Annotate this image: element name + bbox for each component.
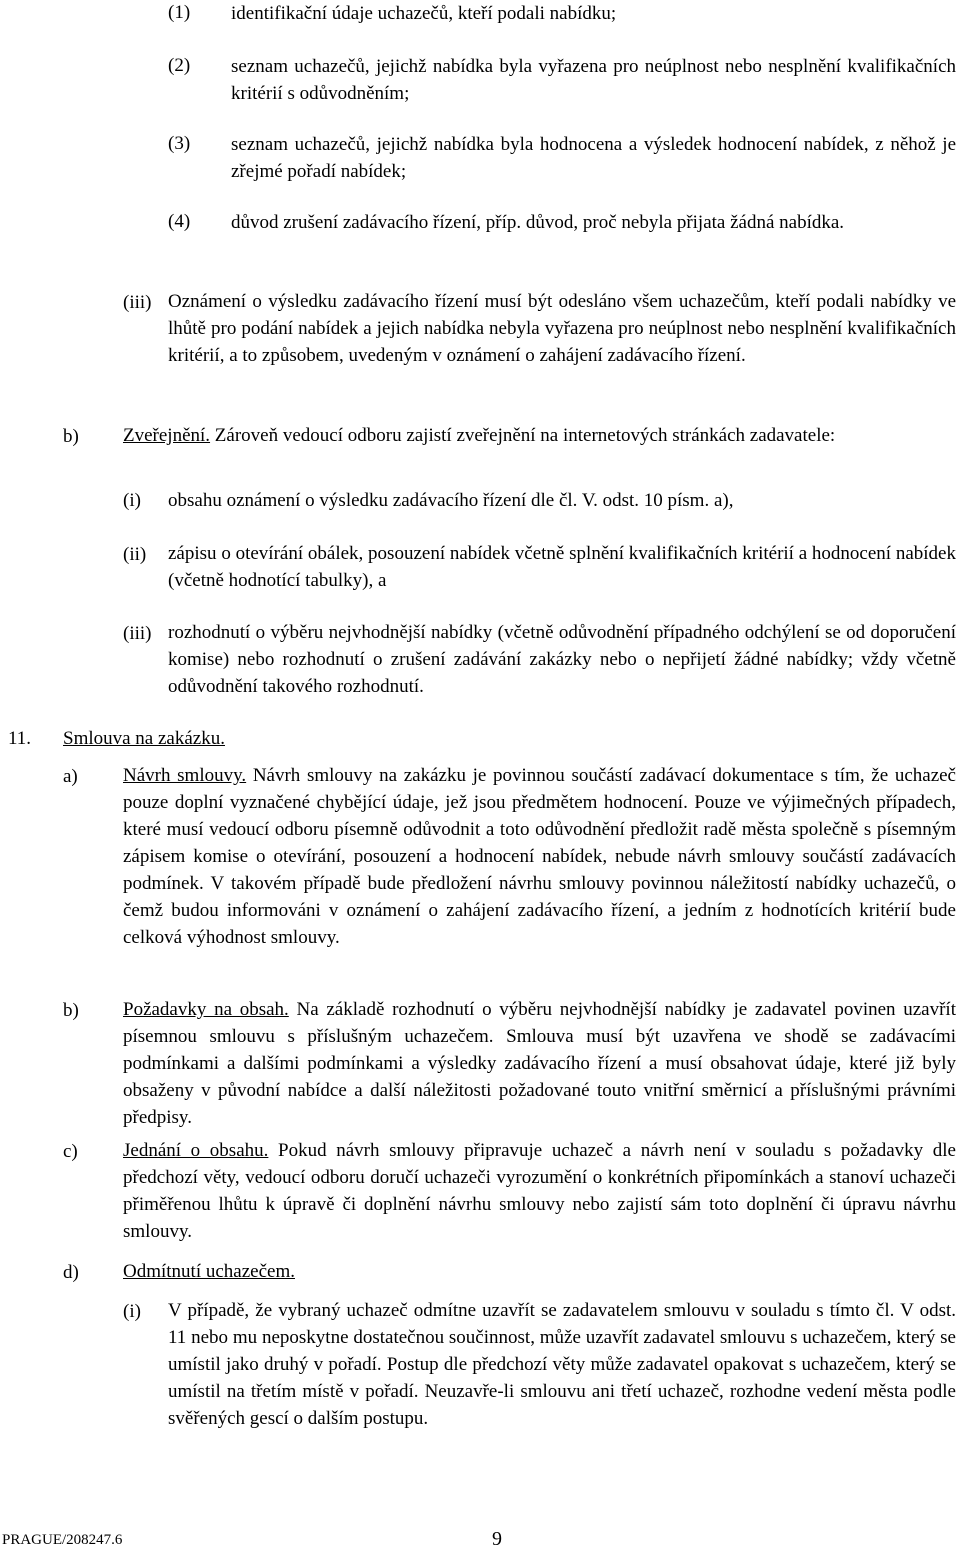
page-number: 9	[492, 1528, 502, 1550]
item-label: (i)	[123, 1301, 141, 1322]
list-item: zápisu o otevírání obálek, posouzení nabídek včetně splnění kvalifikačních kritérií a hodnocení nabídek (včetně hodnotící tabulky), a	[168, 543, 956, 591]
section-b-paragraph	[123, 422, 956, 449]
paragraph-d-i: V případě, že vybraný uchazeč odmítne uzavřít se zadavatelem smlouvu v souladu s tímto čl. V odst. 11 nebo mu neposkytne dostatečnou součinnost, může uzavřít zadavatel smlouvu s uchazečem, který se umístil jako druhý v pořadí. Postup dle předchozí věty může zadavatel opakovat s uchazečem, který se umístil na třetím místě v pořadí. Neuzavře-li smlouvu ani třetí uchazeč, rozhodne vedení města podle svěřených gescí o dalším postupu.	[168, 1300, 956, 1429]
footer-document-id: PRAGUE/208247.6	[2, 1532, 123, 1548]
item-label: (i)	[123, 490, 141, 511]
subsection-text: Návrh smlouvy na zakázku je povinnou součástí zadávací dokumentace s tím, že uchazeč pouze doplní vyznačené chybějící údaje, jež jsou předmětem hodnocení. Pouze ve výjimečných případech, které musí vedoucí odboru písemně odůvodnit a toto odůvodnění předložit radě města společně s písemným zápisem komise o otevírání, posouzení a hodnocení nabídek, nebude návrh smlouvy součástí zadávacích podmínek. V takovém případě bude předložení návrhu smlouvy povinnou náležitostí nabídky uchazečů, o čemž budou informováni v oznámení o zahájení zadávacího řízení, a jedním z hodnotících kritérií bude celková výhodnost smlouvy.	[123, 765, 956, 948]
item-label: (iii)	[123, 623, 152, 644]
section-number: 11.	[8, 728, 32, 749]
paragraph-iii: Oznámení o výsledku zadávacího řízení musí být odesláno všem uchazečům, kteří podali nabídky ve lhůtě pro podání nabídek a jejich nabídka nebyla vyřazena pro neúplnost nebo nesplnění kvalifikačních kritérií, a to způsobem, uvedeným v oznámení o zahájení zadávacího řízení.	[168, 291, 956, 366]
subsection-b-paragraph	[123, 996, 956, 1131]
item-label: (ii)	[123, 544, 147, 565]
section-text: Zároveň vedoucí odboru zajistí zveřejnění na internetových stránkách zadavatele:	[210, 425, 836, 446]
subsection-a-paragraph	[123, 762, 956, 951]
subsection-d-paragraph	[123, 1258, 956, 1285]
subsection-heading: Požadavky na obsah.	[123, 999, 289, 1020]
subsection-label: b)	[63, 1000, 79, 1021]
subsection-text: Na základě rozhodnutí o výběru nejvhodnější nabídky je zadavatel povinen uzavřít písemnou smlouvu s příslušným uchazečem. Smlouva musí být uzavřena ve shodě se zadávacími podmínkami a dalšími podmínkami a výsledky zadávacího řízení a musí obsahovat údaje, které již byly obsaženy v původní nabídce a další náležitosti požadované touto vnitřní směrnicí a příslušnými právními předpisy.	[123, 999, 956, 1128]
subsection-c-paragraph	[123, 1137, 956, 1245]
list-item: seznam uchazečů, jejichž nabídka byla hodnocena a výsledek hodnocení nabídek, z něhož je zřejmé pořadí nabídek;	[231, 134, 956, 182]
list-item: obsahu oznámení o výsledku zadávacího řízení dle čl. V. odst. 10 písm. a),	[168, 490, 734, 511]
section-label: b)	[63, 426, 79, 447]
list-item: seznam uchazečů, jejichž nabídka byla vyřazena pro neúplnost nebo nesplnění kvalifikačních kritérií s odůvodněním;	[231, 56, 956, 104]
subsection-text: Pokud návrh smlouvy připravuje uchazeč a návrh není v souladu s požadavky dle předchozí věty, vedoucí odboru doručí uchazeči vyrozumění o konkrétních připomínkách a stanoví uchazeči přiměřenou lhůtu k úpravě či doplnění návrhu smlouvy nebo zajistí sám toto doplnění či úpravu návrhu smlouvy.	[123, 1140, 956, 1242]
subsection-heading: Odmítnutí uchazečem.	[123, 1261, 295, 1282]
subsection-label: d)	[63, 1262, 79, 1283]
list-label: (4)	[168, 211, 191, 232]
subsection-heading: Jednání o obsahu.	[123, 1140, 269, 1161]
list-item: identifikační údaje uchazečů, kteří podali nabídku;	[231, 3, 617, 24]
subsection-heading: Návrh smlouvy.	[123, 765, 247, 786]
list-item: důvod zrušení zadávacího řízení, příp. důvod, proč nebyla přijata žádná nabídka.	[231, 212, 845, 233]
subsection-label: a)	[63, 766, 78, 787]
item-label: (iii)	[123, 292, 152, 313]
section-heading: Zveřejnění.	[123, 425, 211, 446]
list-label: (1)	[168, 2, 191, 23]
list-label: (3)	[168, 133, 191, 154]
section-title: Smlouva na zakázku.	[63, 728, 225, 749]
subsection-label: c)	[63, 1141, 78, 1162]
list-item: rozhodnutí o výběru nejvhodnější nabídky (včetně odůvodnění případného odchýlení se od doporučení komise) nebo rozhodnutí o zrušení zadávání zakázky nebo o nepřijetí žádné nabídky; vždy včetně odůvodnění takového rozhodnutí.	[168, 622, 956, 697]
list-label: (2)	[168, 55, 191, 76]
